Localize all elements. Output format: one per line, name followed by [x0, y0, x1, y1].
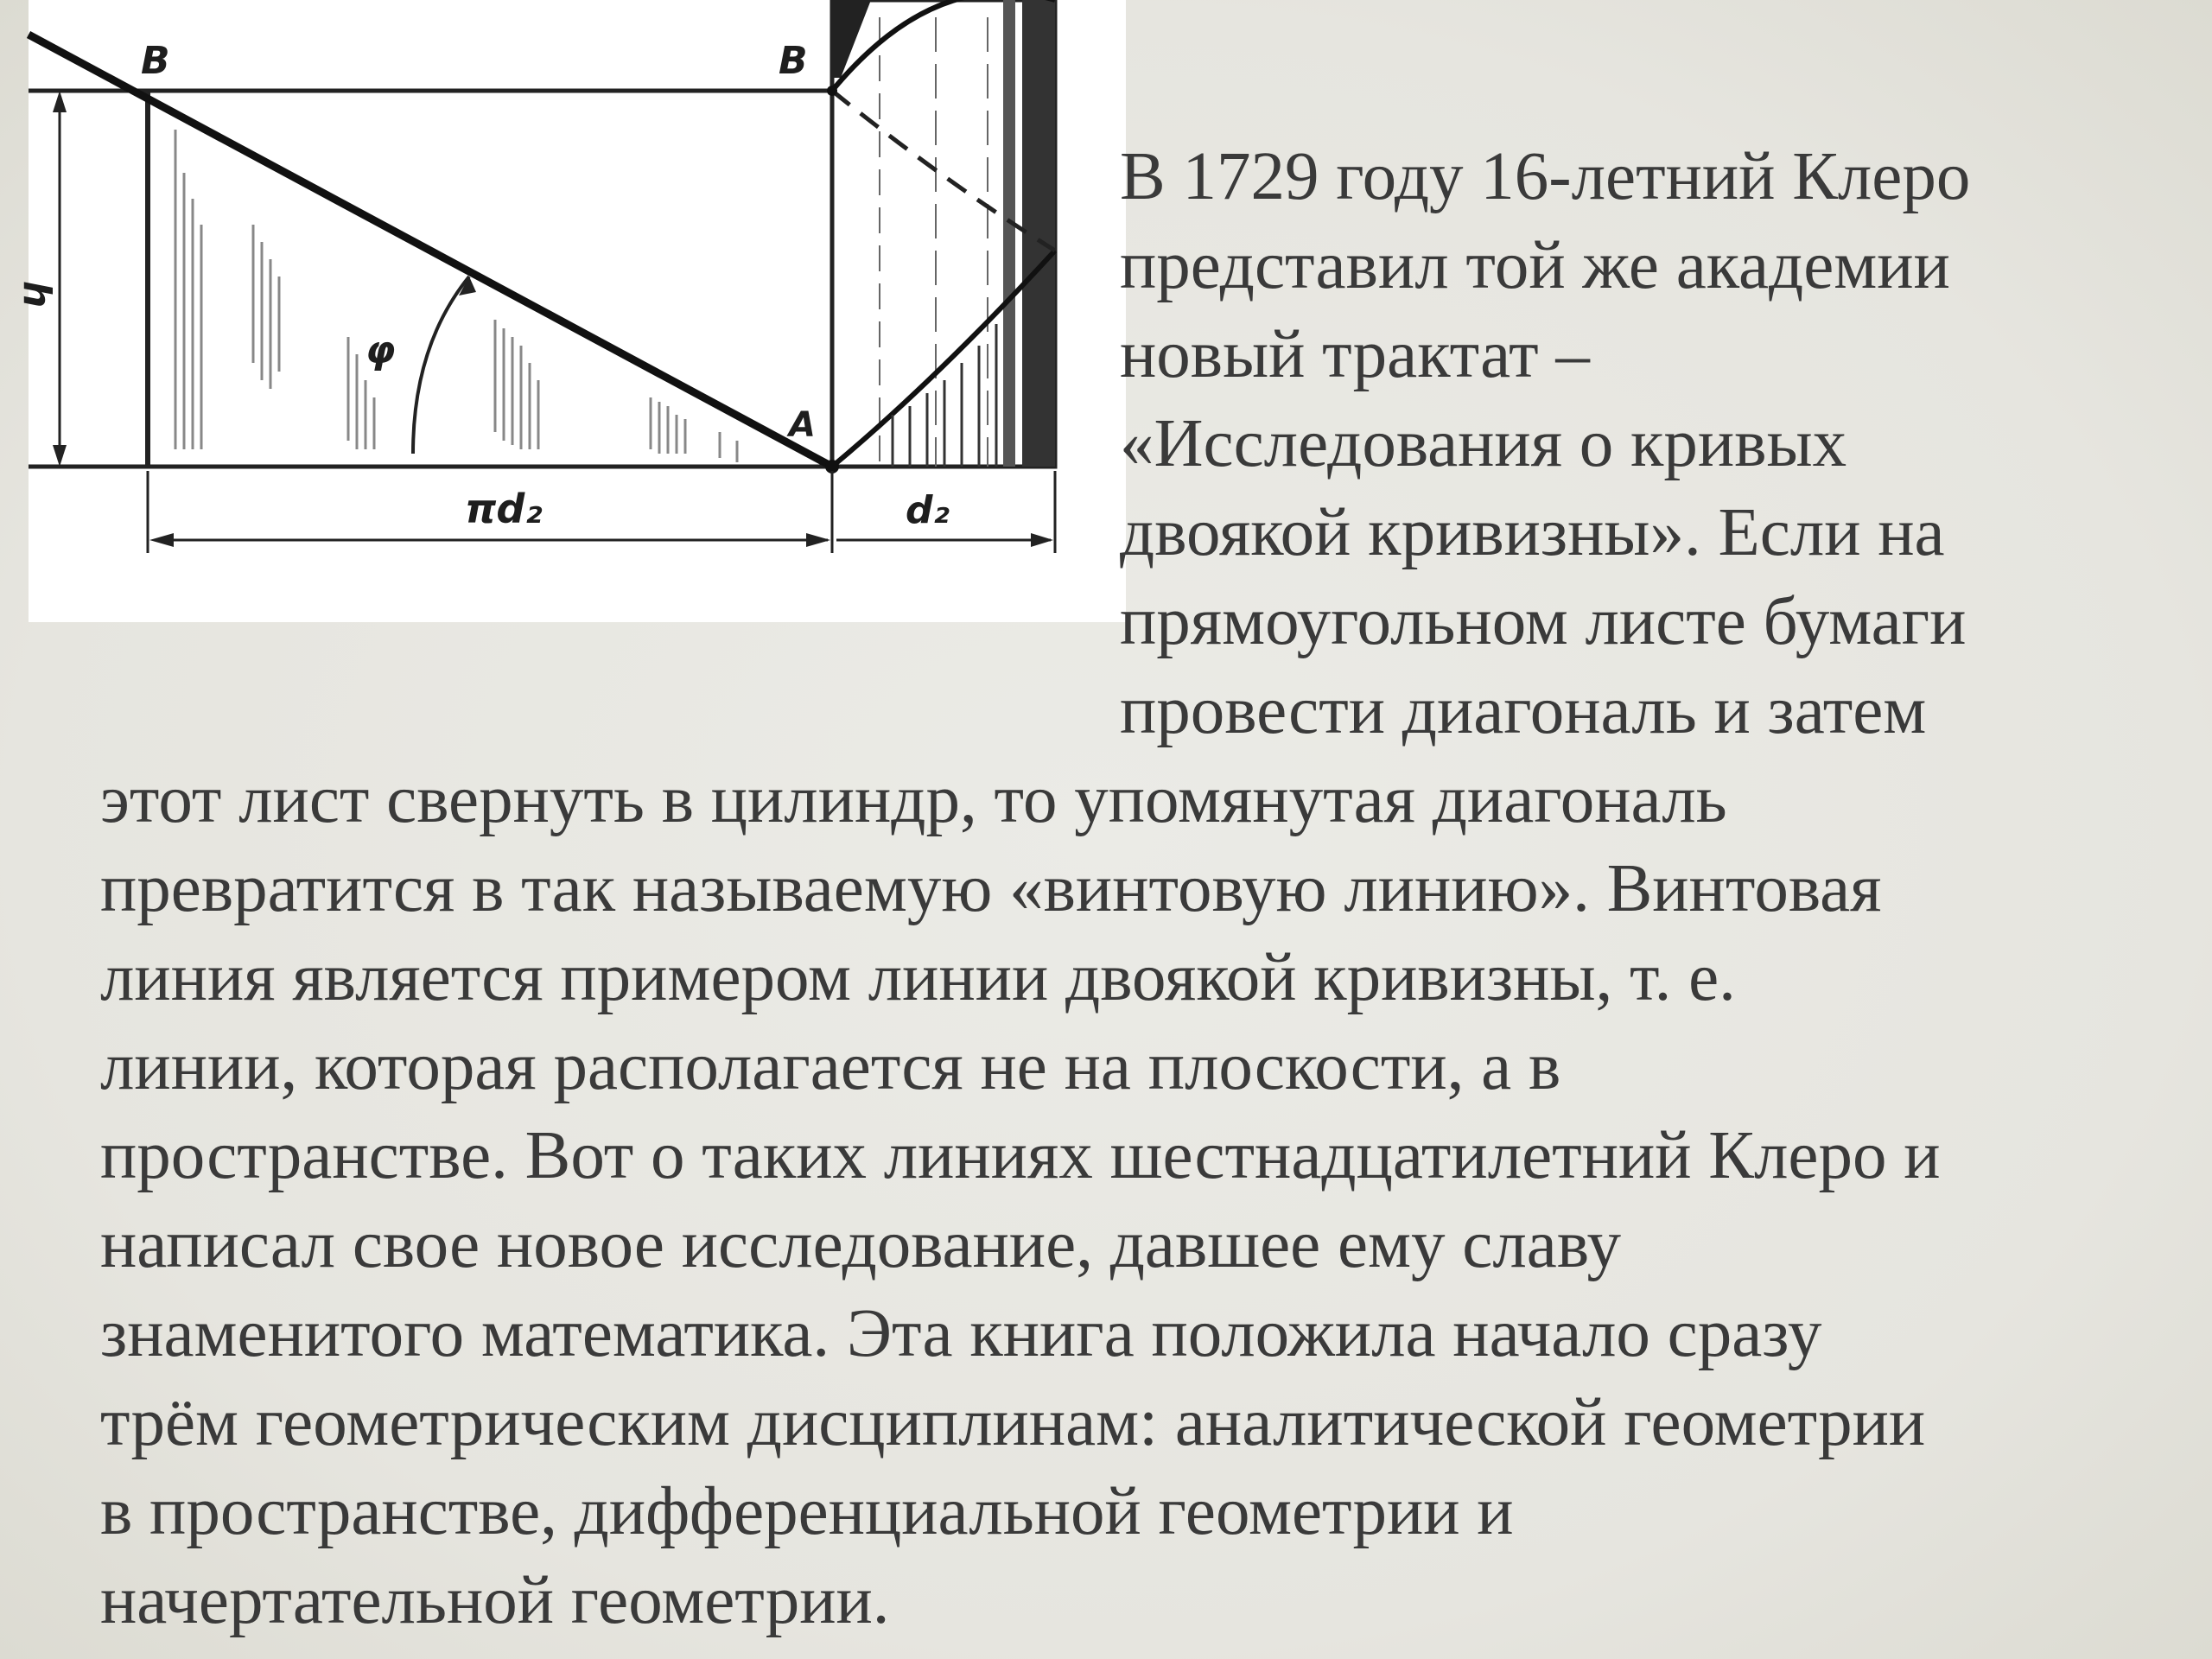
- text-line: представил той же академии: [1120, 228, 1950, 303]
- text-line: провести диагональ и затем: [1120, 673, 1927, 748]
- label-phi: φ: [365, 328, 396, 372]
- text-line: линии, которая располагается не на плоскости, а в: [100, 1029, 1561, 1104]
- text-line: превратится в так называемую «винтовую линию». Винтовая: [100, 851, 1882, 926]
- text-line: знаменитого математика. Эта книга положила начало сразу: [100, 1296, 1822, 1371]
- text-line: прямоугольном листе бумаги: [1120, 584, 1967, 659]
- label-b-left: B: [141, 39, 170, 83]
- text-line: В 1729 году 16-летний Клеро: [1120, 139, 1971, 214]
- label-pi-d2: πd₂: [465, 486, 543, 532]
- label-h: h: [15, 281, 59, 308]
- angle-arc: [413, 276, 469, 454]
- paragraph-full-width: [100, 755, 1941, 1645]
- text-line: новый трактат –: [1120, 317, 1590, 392]
- text-line: начертательной геометрии.: [100, 1563, 890, 1638]
- text-line: этот лист свернуть в цилиндр, то упомянутая диагональ: [100, 762, 1727, 837]
- text-line: линия является примером линии двоякой кривизны, т. е.: [100, 940, 1736, 1015]
- text-line: «Исследования о кривых: [1120, 406, 1847, 481]
- text-line: в пространстве, дифференциальной геометрии и: [100, 1474, 1514, 1549]
- point-b: [827, 86, 837, 96]
- paragraph-top-right: [1120, 132, 1970, 755]
- text-line: двоякой кривизны». Если на: [1120, 495, 1945, 570]
- helix-diagram: [15, 0, 1126, 622]
- helix-diagram-svg: [15, 0, 1126, 622]
- text-line: пространстве. Вот о таких линиях шестнадцатилетний Клеро и: [100, 1118, 1941, 1193]
- cylinder: [832, 0, 1055, 467]
- text-line: трём геометрическим дисциплинам: аналитической геометрии: [100, 1385, 1926, 1460]
- label-b-right: B: [779, 39, 808, 83]
- label-d2: d₂: [906, 488, 950, 532]
- label-a: A: [789, 405, 816, 445]
- text-line: написал свое новое исследование, давшее ему славу: [100, 1207, 1621, 1282]
